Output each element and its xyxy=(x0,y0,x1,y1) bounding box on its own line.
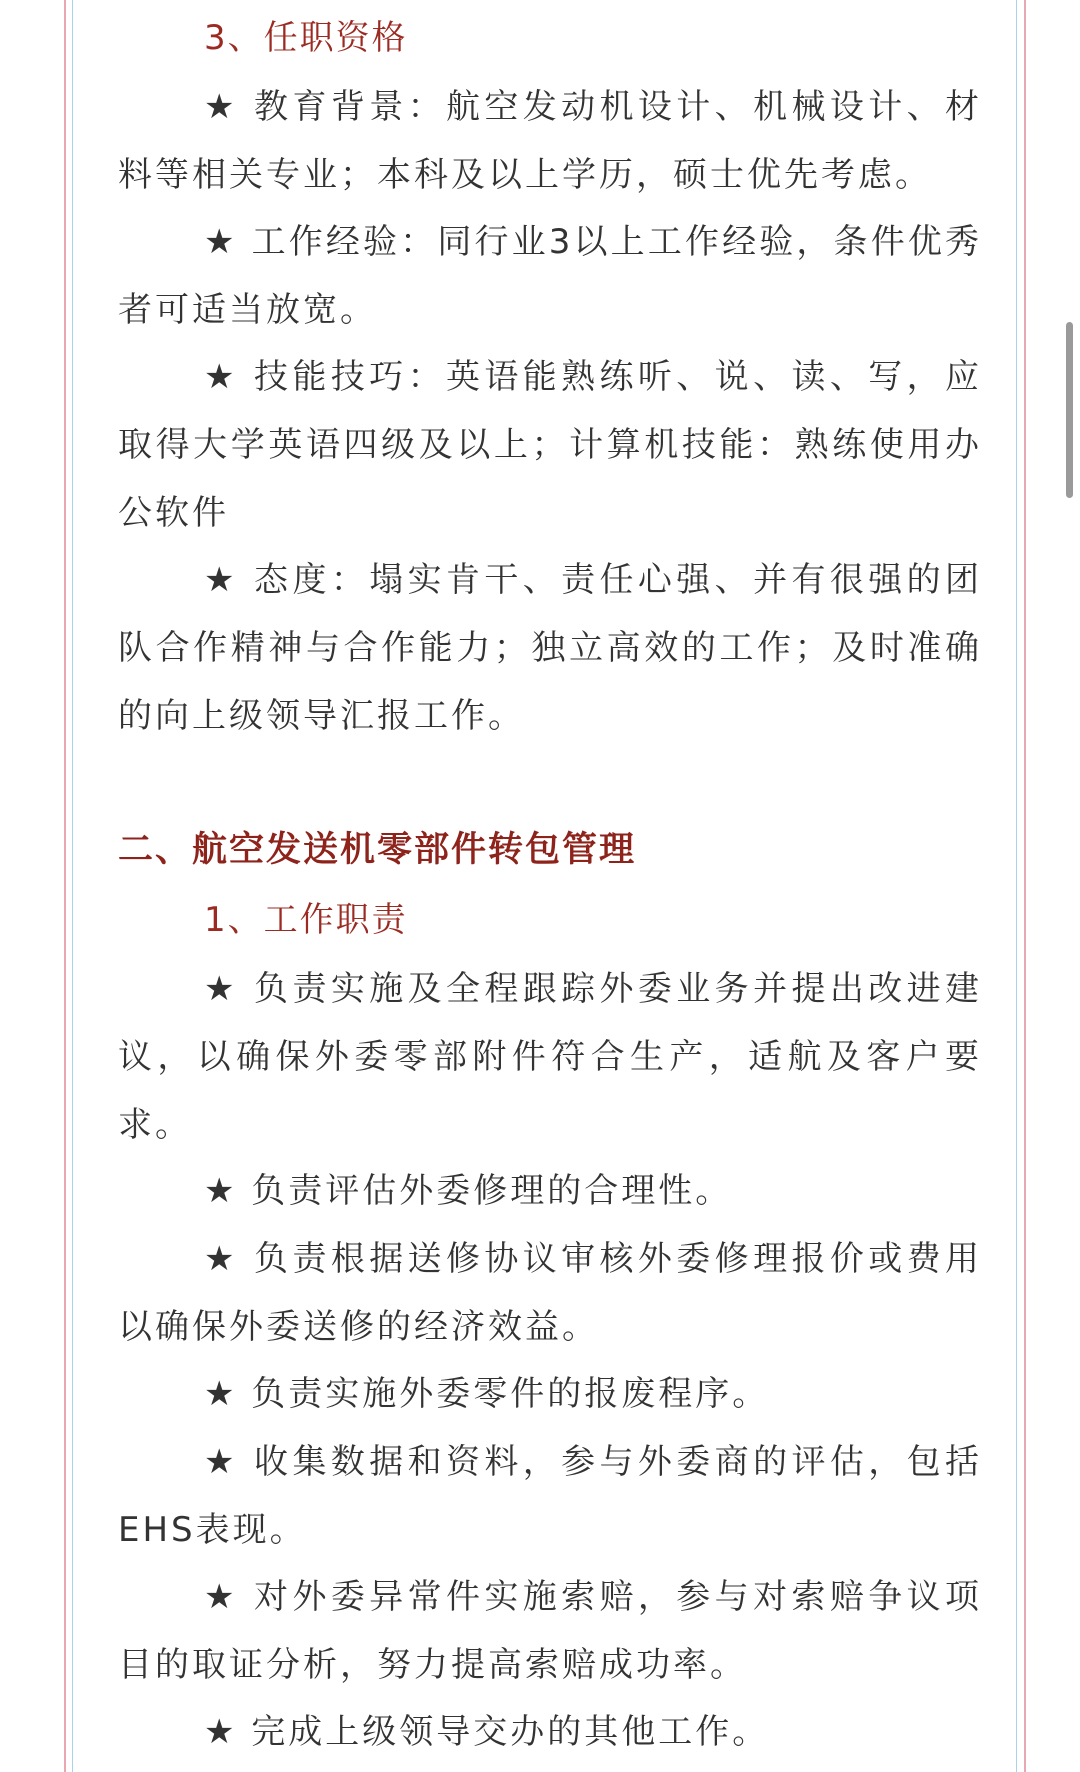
qualifications-heading: 3、任职资格 xyxy=(204,18,408,58)
frame-line-right-outer xyxy=(1024,0,1026,1772)
qualification-education: ★ 教育背景：航空发动机设计、机械设计、材料等相关专业；本科及以上学历，硕士优先考虑。 xyxy=(118,87,982,195)
responsibility-item: ★ 完成上级领导交办的其他工作。 xyxy=(204,1712,770,1752)
responsibility-item: ★ 负责实施外委零件的报废程序。 xyxy=(204,1374,770,1414)
responsibility-item: ★ 收集数据和资料，参与外委商的评估，包括EHS表现。 xyxy=(118,1442,982,1550)
qualification-experience: ★ 工作经验：同行业3以上工作经验，条件优秀者可适当放宽。 xyxy=(118,222,982,330)
responsibility-item: ★ 对外委异常件实施索赔，参与对索赔争议项目的取证分析，努力提高索赔成功率。 xyxy=(118,1577,982,1685)
responsibility-item: ★ 负责实施及全程跟踪外委业务并提出改进建议，以确保外委零部附件符合生产，适航及客户要求。 xyxy=(118,969,982,1145)
qualification-skills: ★ 技能技巧：英语能熟练听、说、读、写，应取得大学英语四级及以上；计算机技能：熟练使用办公软件 xyxy=(118,357,982,533)
frame-line-right-inner xyxy=(1016,0,1017,1772)
qualification-attitude: ★ 态度：塌实肯干、责任心强、并有很强的团队合作精神与合作能力；独立高效的工作；及时准确的向上级领导汇报工作。 xyxy=(118,560,982,736)
frame-line-left-inner xyxy=(72,0,73,1772)
scrollbar-thumb[interactable] xyxy=(1066,322,1073,498)
responsibilities-heading: 1、工作职责 xyxy=(204,900,408,940)
responsibility-item: ★ 负责评估外委修理的合理性。 xyxy=(204,1171,733,1211)
section-title-subcontract: 二、航空发送机零部件转包管理 xyxy=(118,830,637,870)
responsibility-item: ★ 负责根据送修协议审核外委修理报价或费用以确保外委送修的经济效益。 xyxy=(118,1239,982,1347)
frame-line-left-outer xyxy=(64,0,66,1772)
